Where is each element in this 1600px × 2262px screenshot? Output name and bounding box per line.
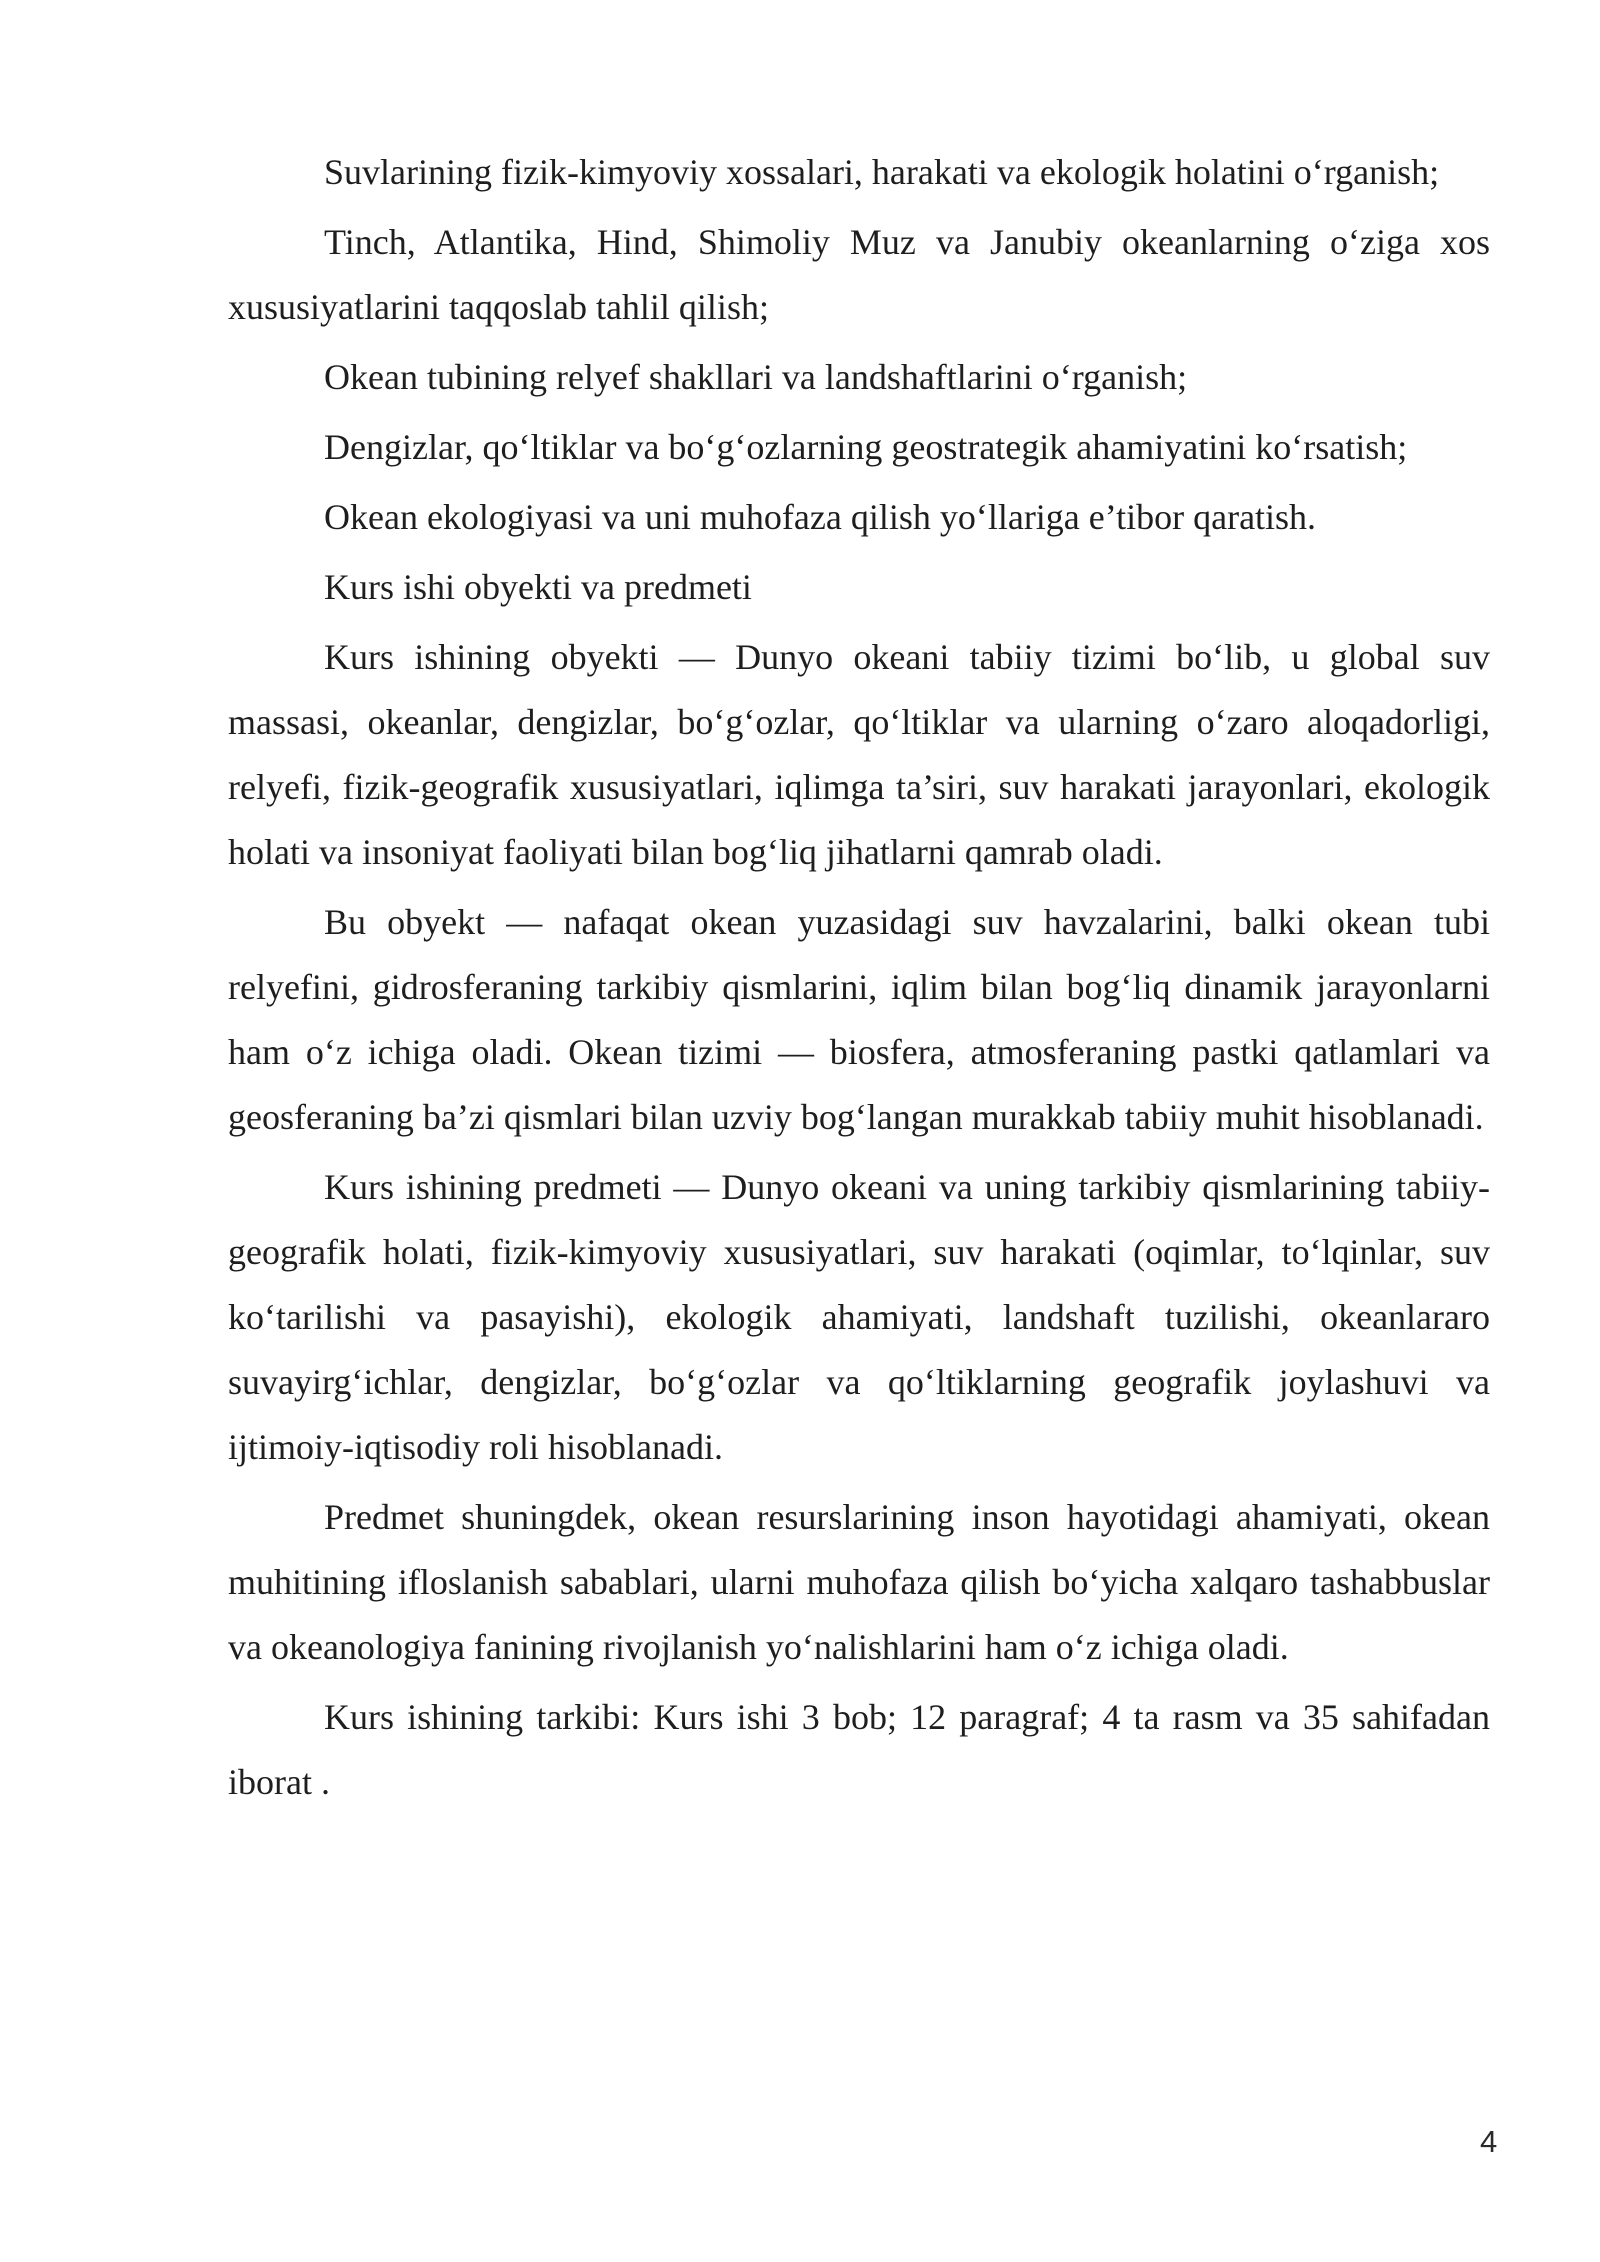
paragraph-goal-relief: Okean tubining relyef shakllari va landshaftlarini o‘rganish; [324, 357, 1188, 397]
paragraph-subject-detail: Predmet shuningdek, okean resurslarining inson hayotidagi ahamiyati, okean muhitining ifloslanish sabablari, ularni muhofaza qilish bo‘yicha xalqaro tashabbuslar va okeanologiya fanining rivojlanish yo‘nalishlarini ham o‘z ichiga oladi. [228, 1497, 1490, 1667]
paragraph-goal-properties: Suvlarining fizik-kimyoviy xossalari, harakati va ekologik holatini o‘rganish; [324, 152, 1440, 192]
paragraph-goal-straits: Dengizlar, qo‘ltiklar va bo‘g‘ozlarning geostrategik ahamiyatini ko‘rsatish; [324, 427, 1408, 467]
page-body [228, 140, 1490, 1820]
paragraph-subject: Kurs ishining predmeti — Dunyo okeani va uning tarkibiy qismlarining tabiiy-geografik holati, fizik-kimyoviy xususiyatlari, suv harakati (oqimlar, to‘lqinlar, suv ko‘tarilishi va pasayishi), ekologik ahamiyati, landshaft tuzilishi, okeanlararo suvayirg‘ichlar, dengizlar, bo‘g‘ozlar va qo‘ltiklarning geografik joylashuvi va ijtimoiy-iqtisodiy roli hisoblanadi. [228, 1167, 1490, 1467]
page-number: 4 [1480, 2124, 1498, 2159]
paragraph-object: Kurs ishining obyekti — Dunyo okeani tabiiy tizimi bo‘lib, u global suv massasi, okeanlar, dengizlar, bo‘g‘ozlar, qo‘ltiklar va ularning o‘zaro aloqadorligi, relyefi, fizik-geografik xususiyatlari, iqlimga ta’siri, suv harakati jarayonlari, ekologik holati va insoniyat faoliyati bilan bog‘liq jihatlarni qamrab oladi. [228, 637, 1490, 872]
paragraph-object-detail: Bu obyekt — nafaqat okean yuzasidagi suv havzalarini, balki okean tubi relyefini, gidrosferaning tarkibiy qismlarini, iqlim bilan bog‘liq dinamik jarayonlarni ham o‘z ichiga oladi. Okean tizimi — biosfera, atmosferaning pastki qatlamlari va geosferaning ba’zi qismlari bilan uzviy bog‘langan murakkab tabiiy muhit hisoblanadi. [228, 902, 1490, 1137]
paragraph-goal-ecology: Okean ekologiyasi va uni muhofaza qilish yo‘llariga e’tibor qaratish. [324, 497, 1317, 537]
section-heading: Kurs ishi obyekti va predmeti [324, 567, 752, 607]
paragraph-goal-oceans: Tinch, Atlantika, Hind, Shimoliy Muz va Janubiy okeanlarning o‘ziga xos xususiyatlarini taqqoslab tahlil qilish; [228, 222, 1490, 327]
paragraph-structure: Kurs ishining tarkibi: Kurs ishi 3 bob; 12 paragraf; 4 ta rasm va 35 sahifadan iborat . [228, 1697, 1490, 1802]
